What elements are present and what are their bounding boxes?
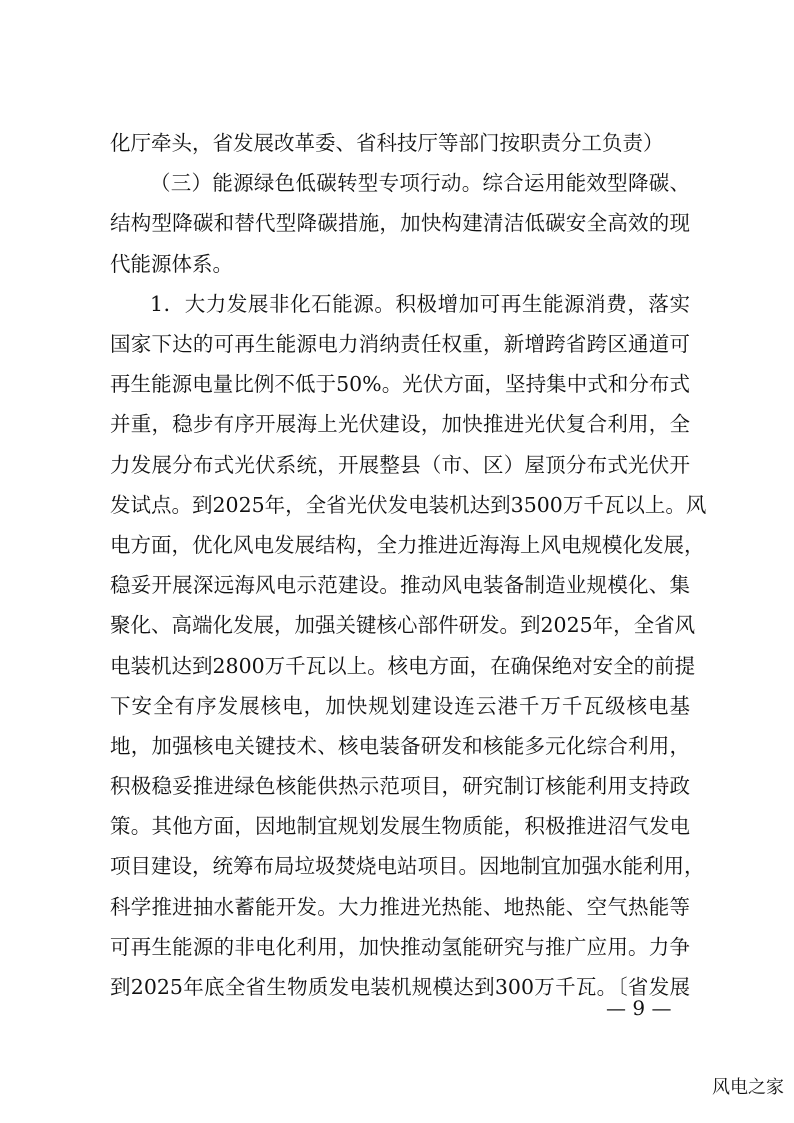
text-line-3: 结构型降碳和替代型降碳措施，加快构建清洁低碳安全高效的现 bbox=[110, 211, 690, 235]
page-number: — 9 — bbox=[606, 996, 672, 1020]
section-heading-line: （三）能源绿色低碳转型专项行动。综合运用能效型降碳、 bbox=[150, 171, 690, 195]
text-line-10: 发试点。到2025年，全省光伏发电装机达到3500万千瓦以上。风 bbox=[110, 493, 707, 517]
text-line-22: 到2025年底全省生物质发电装机规模达到300万千瓦。〔省发展 bbox=[110, 975, 690, 999]
text-line-14: 电装机达到2800万千瓦以上。核电方面，在确保绝对安全的前提 bbox=[110, 654, 696, 678]
text-line-11: 电方面，优化风电发展结构，全力推进近海海上风电规模化发展， bbox=[110, 533, 705, 557]
text-line-9: 力发展分布式光伏系统，开展整县（市、区）屋顶分布式光伏开 bbox=[110, 453, 690, 477]
watermark-logo: 风电之家 bbox=[712, 1077, 784, 1098]
text-line-8: 并重，稳步有序开展海上光伏建设，加快推进光伏复合利用，全 bbox=[110, 412, 690, 436]
text-line-1: 化厅牵头，省发展改革委、省科技厅等部门按职责分工负责） bbox=[110, 131, 664, 155]
text-line-16: 地，加强核电关键技术、核电装备研发和核能多元化综合利用， bbox=[110, 734, 690, 758]
text-line-21: 可再生能源的非电化利用，加快推动氢能研究与推广应用。力争 bbox=[110, 935, 690, 959]
text-line-13: 聚化、高端化发展，加强关键核心部件研发。到2025年，全省风 bbox=[110, 613, 696, 637]
text-line-19: 项目建设，统筹布局垃圾焚烧电站项目。因地制宜加强水能利用， bbox=[110, 854, 705, 878]
text-line-18: 策。其他方面，因地制宜规划发展生物质能，积极推进沼气发电 bbox=[110, 814, 690, 838]
text-line-12: 稳妥开展深远海风电示范建设。推动风电装备制造业规模化、集 bbox=[110, 573, 690, 597]
text-line-7: 再生能源电量比例不低于50%。光伏方面，坚持集中式和分布式 bbox=[110, 372, 690, 396]
text-line-20: 科学推进抽水蓄能开发。大力推进光热能、地热能、空气热能等 bbox=[110, 895, 690, 919]
text-line-15: 下安全有序发展核电，加快规划建设连云港千万千瓦级核电基 bbox=[110, 694, 690, 718]
text-line-17: 积极稳妥推进绿色核能供热示范项目，研究制订核能利用支持政 bbox=[110, 774, 690, 798]
text-line-6: 国家下达的可再生能源电力消纳责任权重，新增跨省跨区通道可 bbox=[110, 332, 690, 356]
subsection-heading-line: 1．大力发展非化石能源。积极增加可再生能源消费，落实 bbox=[150, 292, 690, 316]
text-line-4: 代能源体系。 bbox=[110, 252, 233, 276]
